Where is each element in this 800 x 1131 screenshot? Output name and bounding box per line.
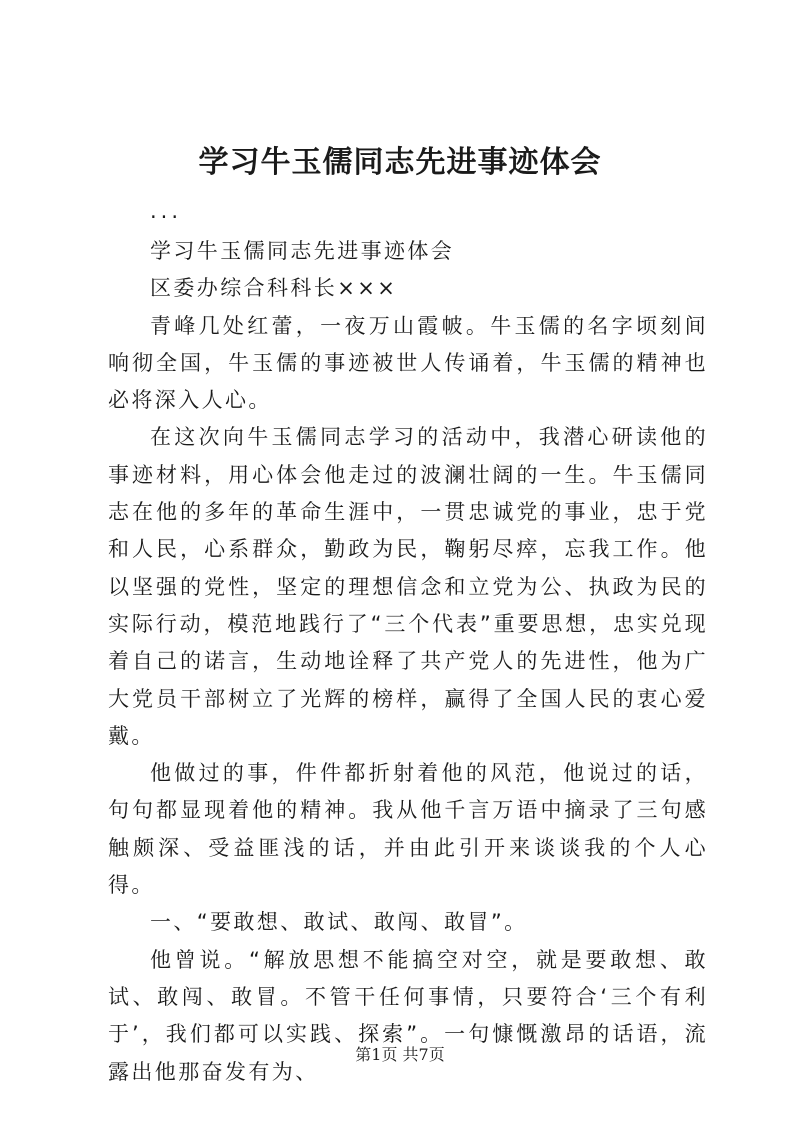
paragraph-intro: 青峰几处红蕾，一夜万山霞帔。牛玉儒的名字顷刻间响彻全国，牛玉儒的事迹被世人传诵着，牛玉儒的精神也必将深入人心。	[108, 313, 708, 413]
document-body	[108, 196, 708, 1091]
document-title: 学习牛玉儒同志先进事迹体会	[198, 145, 602, 180]
author-line: 区委办综合科科长×××	[150, 276, 398, 301]
paragraph-words: 他做过的事，件件都折射着他的风范，他说过的话，句句都显现着他的精神。我从他千言万语中摘录了三句感触颇深、受益匪浅的话，并由此引开来谈谈我的个人心得。	[108, 761, 708, 898]
paragraph-quote: 他曾说。“解放思想不能搞空对空，就是要敢想、敢试、敢闯、敢冒。不管干任何事情，只要符合‘三个有利于’，我们都可以实践、探索”。一句慷慨激昂的话语，流露出他那奋发有为、	[108, 947, 708, 1084]
ellipsis-line: ...	[150, 199, 183, 223]
section-heading-1: 一、“要敢想、敢试、敢闯、敢冒”。	[150, 910, 528, 935]
page-footer: 第1页 共7页	[355, 1045, 445, 1064]
subtitle-line: 学习牛玉儒同志先进事迹体会	[150, 239, 455, 263]
paragraph-study: 在这次向牛玉儒同志学习的活动中，我潜心研读他的事迹材料，用心体会他走过的波澜壮阔的一生。牛玉儒同志在他的多年的革命生涯中，一贯忠诚党的事业，忠于党和人民，心系群众，勤政为民，鞠躬尽瘁，忘我工作。他以坚强的党性，坚定的理想信念和立党为公、执政为民的实际行动，模范地践行了“三个代表”重要思想，忠实兑现着自己的诺言，生动地诠释了共产党人的先进性，他为广大党员干部树立了光辉的榜样，赢得了全国人民的衷心爱戴。	[108, 425, 708, 748]
